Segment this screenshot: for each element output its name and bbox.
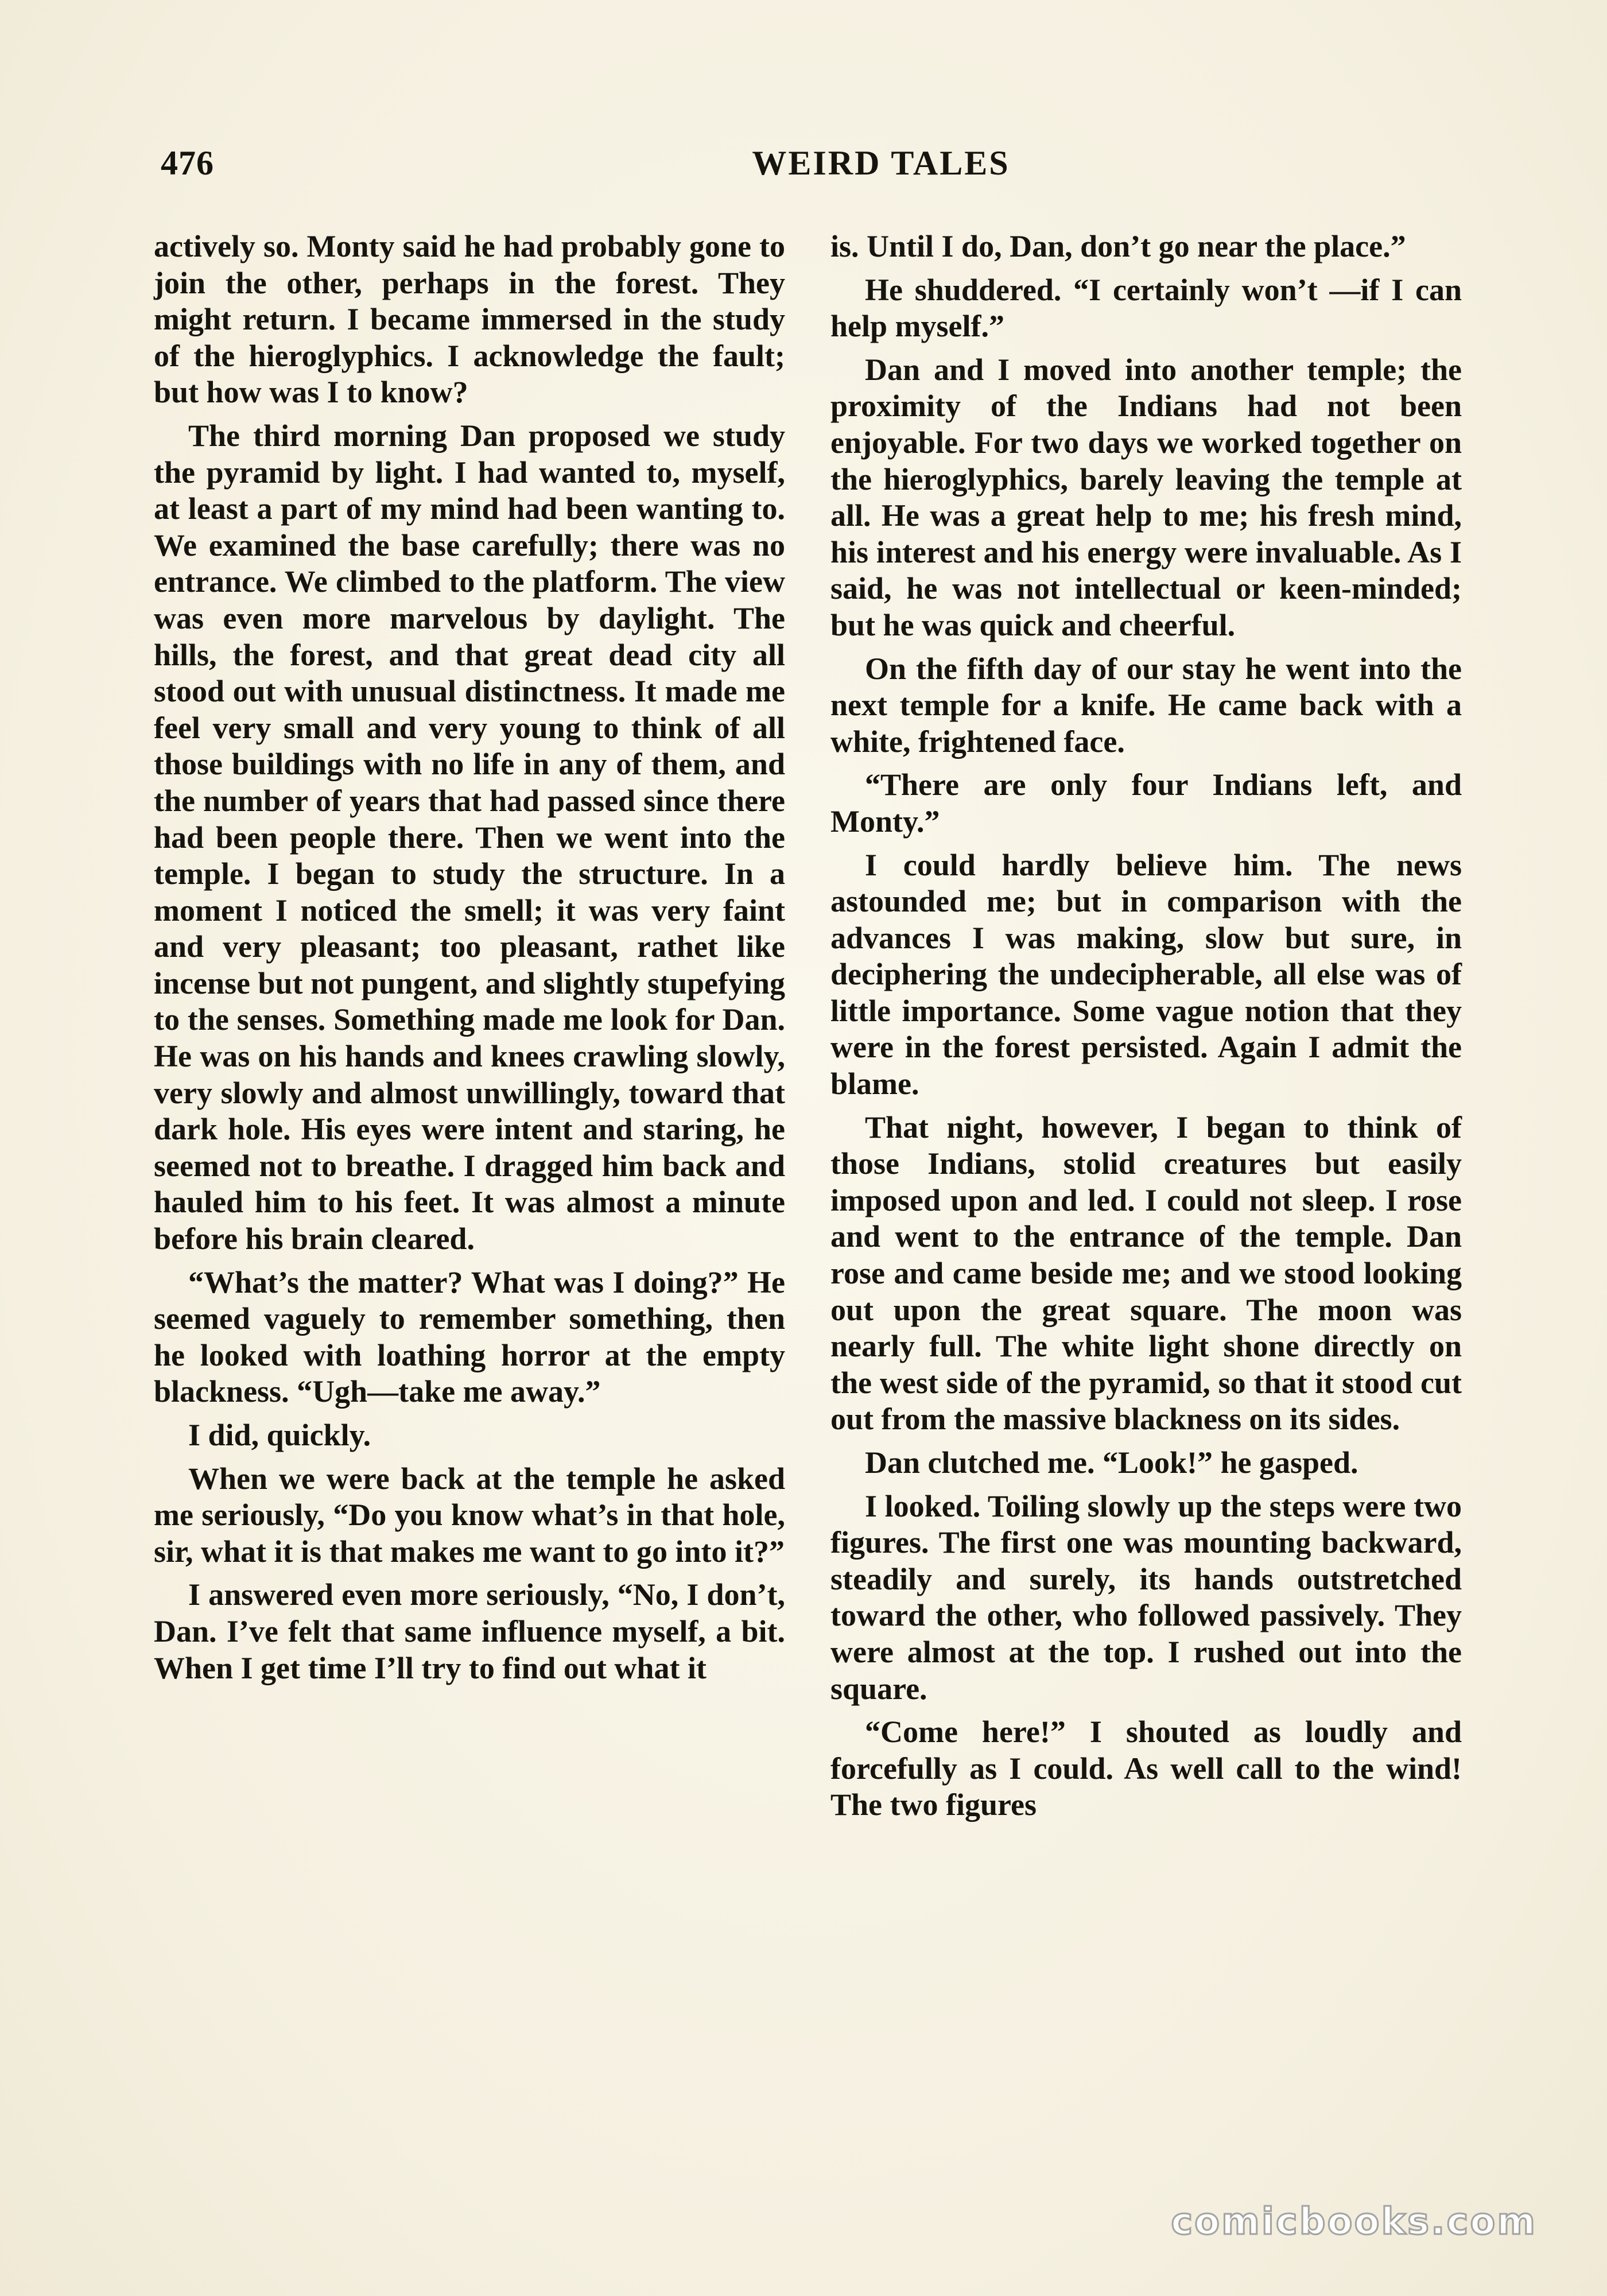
paragraph: “There are only four Indians left, and Monty.” [830,767,1462,839]
paragraph: I looked. Toiling slowly up the steps were two figures. The first one was mounting backward, steadily and surely, its hands outstretched toward the other, who followed passively. They were almost at the top. I rushed out into the square. [830,1488,1462,1706]
paragraph: “Come here!” I shouted as loudly and forcefully as I could. As well call to the wind! The two figures [830,1715,1462,1822]
paragraph: I did, quickly. [188,1418,371,1452]
running-title: WEIRD TALES [752,144,1010,182]
paragraph: is. Until I do, Dan, don’t go near the place.” [830,229,1406,263]
right-column [830,228,1462,1824]
paragraph: “What’s the matter? What was I doing?” He seemed vaguely to remember something, then he looked with loathing horror at the empty blackness. “Ugh—take me away.” [154,1265,785,1409]
paragraph: I answered even more seriously, “No, I don’t, Dan. I’ve felt that same influence myself, a bit. When I get time I’ll try to find out what it [154,1577,785,1685]
paragraph: When we were back at the temple he asked me seriously, “Do you know what’s in that hole, sir, what it is that makes me want to go into it?” [154,1461,785,1569]
paragraph: The third morning Dan proposed we study the pyramid by light. I had wanted to, myself, at least a part of my mind had been wanting to. We examined the base carefully; there was no entrance. We climbed to the platform. The view was even more marvelous by daylight. The hills, the forest, and that great dead city all stood out with unusual distinctness. It made me feel very small and very young to think of all those buildings with no life in any of them, and the number of years that had passed since there had been people there. Then we went into the temple. I began to study the structure. In a moment I noticed the smell; it was very faint and very pleasant; too pleasant, rathet like incense but not pungent, and slightly stupefying to the senses. Something made me look for Dan. He was on his hands and knees crawling slowly, very slowly and almost unwillingly, toward that dark hole. His eyes were intent and staring, he seemed not to breathe. I dragged him back and hauled him to his feet. It was almost a minute before his brain cleared. [154,418,785,1256]
paragraph: Dan and I moved into another temple; the proximity of the Indians had not been enjoyable. For two days we worked together on the hieroglyphics, barely leaving the temple at all. He was a great help to me; his fresh mind, his interest and his energy were invaluable. As I said, he was not intellectual or keen-minded; but he was quick and cheerful. [830,352,1462,642]
paragraph: That night, however, I began to think of those Indians, stolid creatures but easily imposed upon and led. I could not sleep. I rose and went to the entrance of the temple. Dan rose and came beside me; and we stood looking out upon the great square. The moon was nearly full. The white light shone directly on the west side of the pyramid, so that it stood cut out from the massive blackness on its sides. [830,1110,1462,1437]
watermark: comicbooks.com [1171,2201,1537,2243]
paragraph: He shuddered. “I certainly won’t —if I can help myself.” [830,272,1462,344]
paragraph: Dan clutched me. “Look!” he gasped. [865,1445,1358,1480]
page-number: 476 [161,144,214,182]
paragraph: On the fifth day of our stay he went into the next temple for a knife. He came back with a white, frightened face. [830,651,1462,759]
paragraph: actively so. Monty said he had probably gone to join the other, perhaps in the forest. They might return. I became immersed in the study of the hieroglyphics. I acknowledge the fault; but how was I to know? [154,229,785,410]
left-column [154,228,785,1686]
paragraph: I could hardly believe him. The news astounded me; but in comparison with the advances I was making, slow but sure, in deciphering the undecipherable, all else was of little importance. Some vague notion that they were in the forest persisted. Again I admit the blame. [830,847,1462,1102]
page-header [158,144,1455,189]
